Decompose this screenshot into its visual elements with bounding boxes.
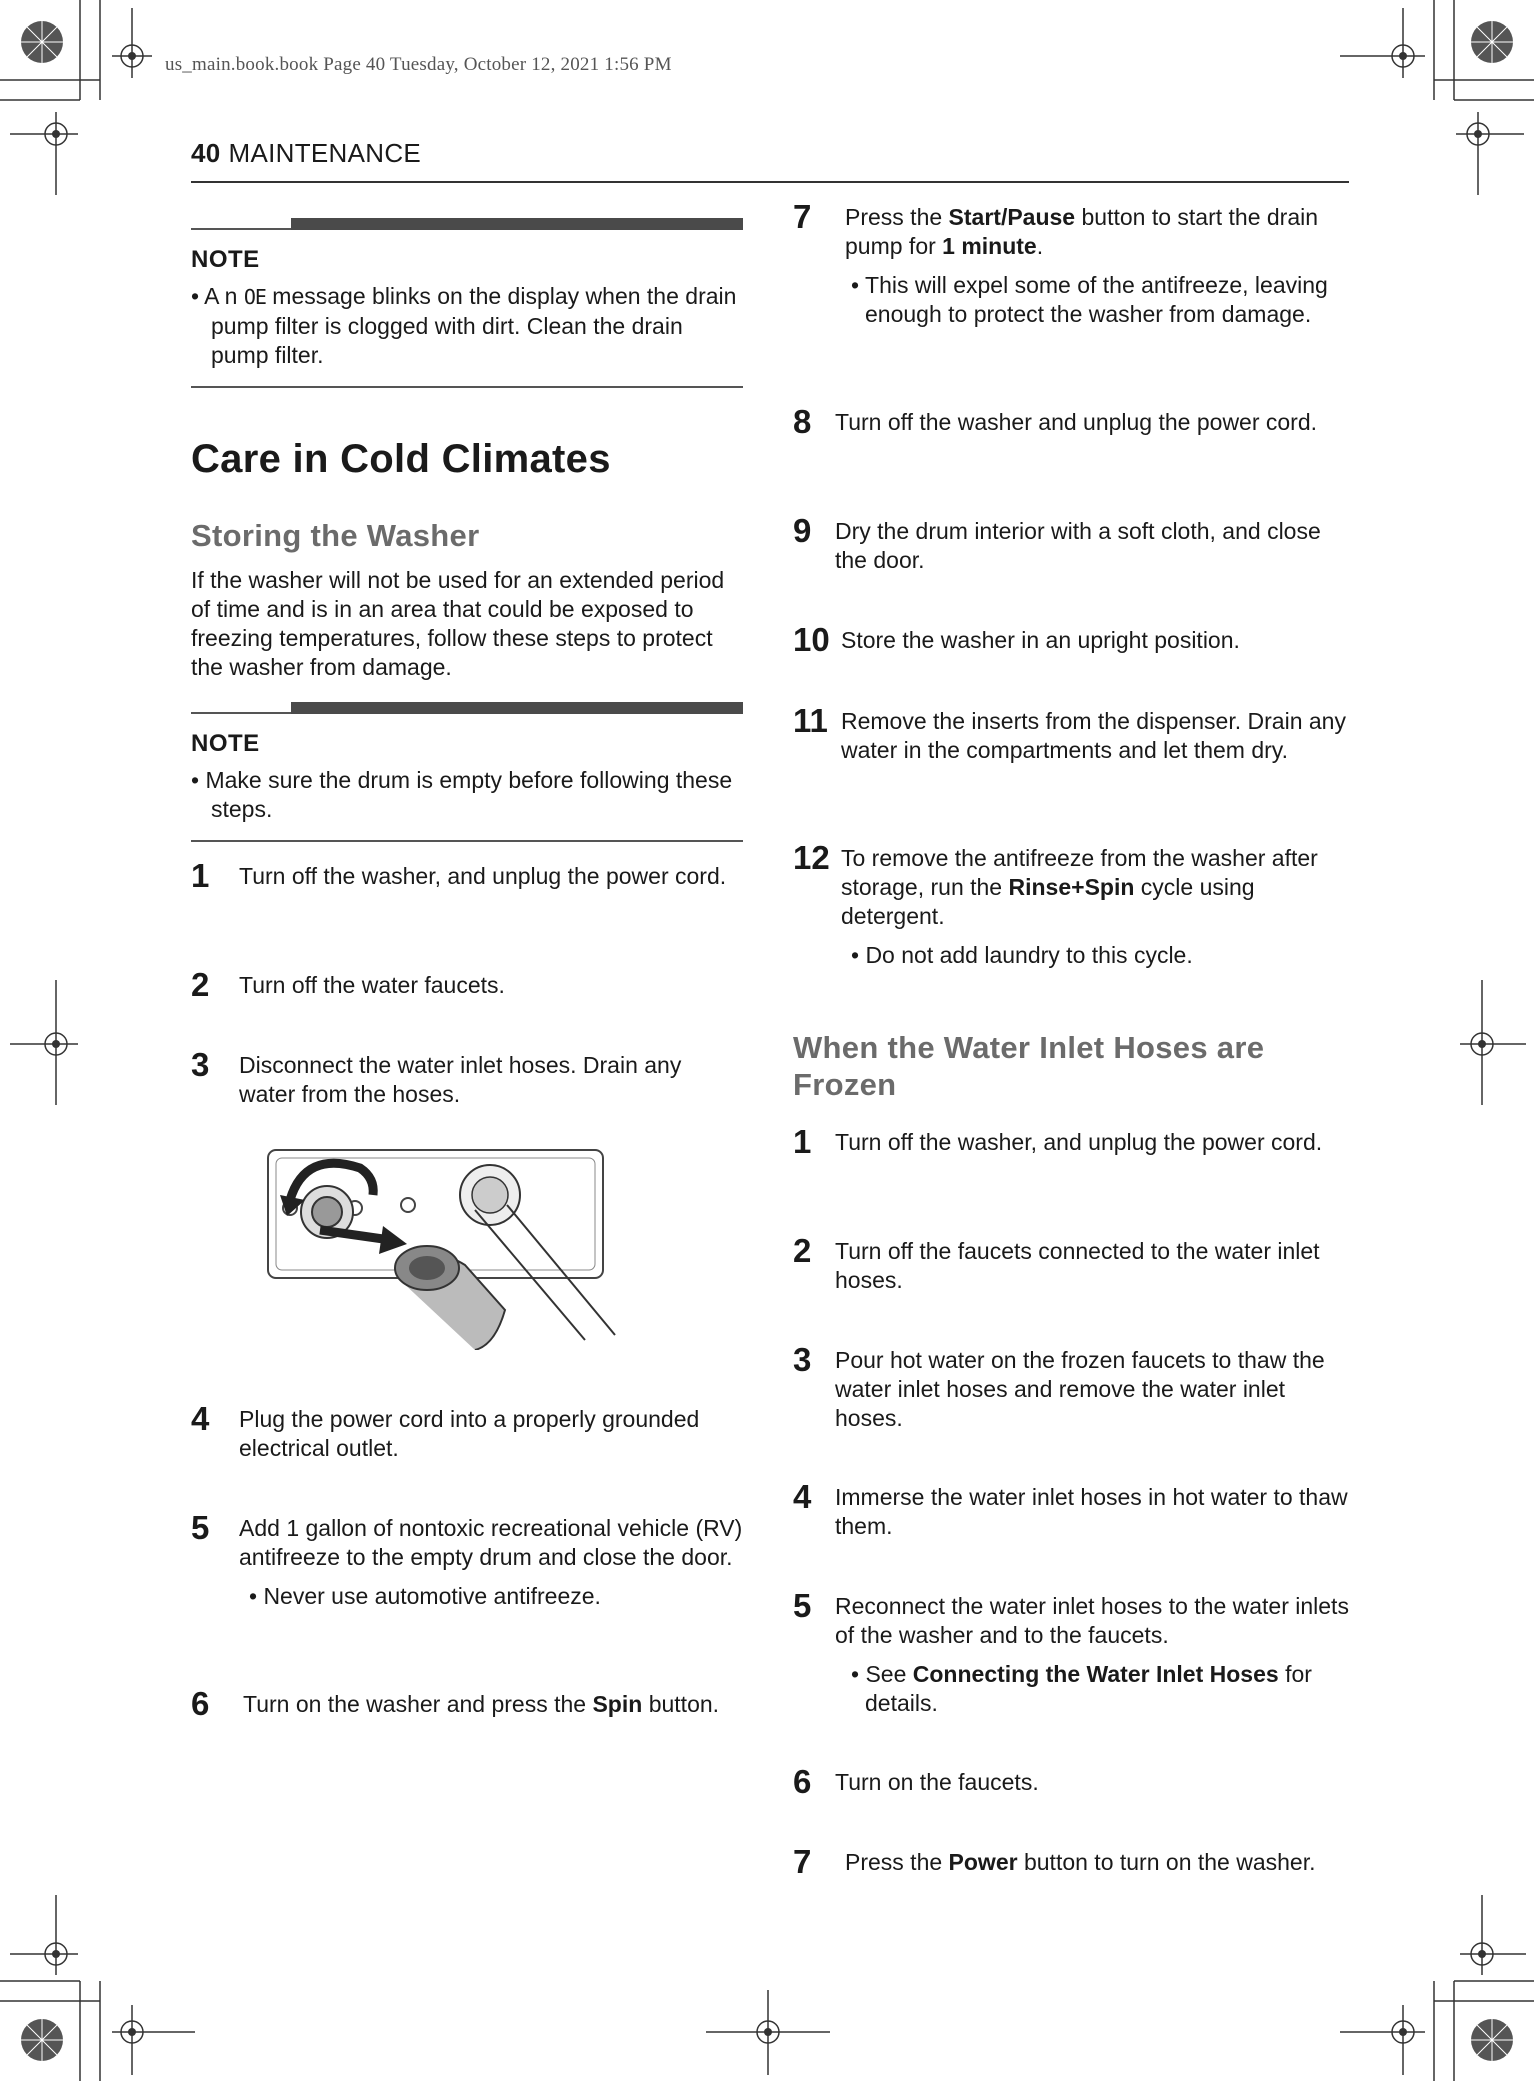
note-box bbox=[191, 702, 743, 842]
step-item bbox=[793, 1232, 1349, 1295]
header-rule bbox=[191, 181, 1349, 183]
power-button-label: Power bbox=[948, 1849, 1018, 1875]
step-text: Remove the inserts from the dispenser. Drain any water in the compartments and let them dry. bbox=[841, 708, 1346, 763]
step-item bbox=[793, 1123, 1349, 1160]
step-text: Pour hot water on the frozen faucets to thaw the water inlet hoses and remove the water inlet hoses. bbox=[835, 1347, 1325, 1431]
note-title: NOTE bbox=[191, 730, 260, 757]
step-text: Add 1 gallon of nontoxic recreational vehicle (RV) antifreeze to the empty drum and close the door. bbox=[239, 1515, 743, 1570]
step-item bbox=[191, 857, 743, 894]
step-text: Disconnect the water inlet hoses. Drain any water from the hoses. bbox=[239, 1052, 682, 1107]
rinse-spin-button-label: Rinse+Spin bbox=[1008, 874, 1135, 900]
step-item bbox=[793, 839, 1349, 970]
note-top-rule bbox=[191, 702, 743, 716]
step-number: 4 bbox=[793, 1478, 812, 1515]
step-item bbox=[191, 1046, 743, 1109]
step-number: 11 bbox=[793, 702, 828, 739]
page-number: 40 bbox=[191, 138, 221, 168]
note-text: • A n OE message blinks on the display when the drain pump filter is clogged with dirt. Clean the drain pump filter. bbox=[191, 283, 737, 368]
step-number: 2 bbox=[191, 966, 210, 1003]
step-item bbox=[191, 1509, 743, 1611]
step-number: 8 bbox=[793, 403, 812, 440]
step-text: Dry the drum interior with a soft cloth, and close the door. bbox=[835, 518, 1321, 573]
step-text: Store the washer in an upright position. bbox=[841, 627, 1240, 653]
note-bottom-rule bbox=[191, 840, 743, 842]
step-text: Press the Start/Pause button to start the drain pump for 1 minute. bbox=[845, 204, 1319, 259]
step-text: Turn off the water faucets. bbox=[239, 972, 505, 998]
step-bullet: • This will expel some of the antifreeze, leaving enough to protect the washer from damage. bbox=[851, 272, 1328, 327]
step-text: Turn on the washer and press the Spin button. bbox=[243, 1691, 720, 1717]
note-title: NOTE bbox=[191, 246, 260, 273]
step-text: Plug the power cord into a properly grounded electrical outlet. bbox=[239, 1406, 700, 1461]
start-pause-button-label: Start/Pause bbox=[948, 204, 1076, 230]
step-item bbox=[793, 403, 1349, 440]
step-number: 10 bbox=[793, 621, 830, 658]
step-item bbox=[191, 1400, 743, 1463]
step-item bbox=[793, 1587, 1349, 1718]
step-number: 12 bbox=[793, 839, 830, 876]
note-text: • Make sure the drum is empty before following these steps. bbox=[191, 767, 733, 822]
step-text: Immerse the water inlet hoses in hot water to thaw them. bbox=[835, 1484, 1348, 1539]
note-bottom-rule bbox=[191, 386, 743, 388]
step-bullet: • See Connecting the Water Inlet Hoses for details. bbox=[851, 1661, 1312, 1716]
subsection-heading: Storing the Washer bbox=[191, 518, 480, 553]
step-item bbox=[793, 512, 1349, 575]
step-number: 7 bbox=[793, 198, 812, 235]
step-number: 6 bbox=[793, 1763, 812, 1800]
step-number: 5 bbox=[191, 1509, 210, 1546]
step-item bbox=[191, 966, 743, 1003]
step-text: Turn on the faucets. bbox=[835, 1769, 1039, 1795]
step-item bbox=[793, 621, 1349, 658]
step-text: Turn off the washer, and unplug the power cord. bbox=[239, 863, 727, 889]
note-top-rule bbox=[191, 218, 743, 232]
note-box bbox=[191, 218, 743, 388]
step-text: Press the Power button to turn on the washer. bbox=[845, 1849, 1316, 1875]
step-text: Turn off the washer and unplug the power cord. bbox=[835, 409, 1318, 435]
hose-disconnect-illustration bbox=[265, 1140, 675, 1350]
oe-error-code: OE bbox=[243, 285, 266, 309]
step-item bbox=[793, 702, 1349, 765]
section-heading: Care in Cold Climates bbox=[191, 437, 611, 481]
step-number: 3 bbox=[191, 1046, 210, 1083]
step-text: Turn off the faucets connected to the water inlet hoses. bbox=[835, 1238, 1320, 1293]
step-item bbox=[793, 1843, 1349, 1880]
step-number: 6 bbox=[191, 1685, 210, 1722]
step-bullet: • Do not add laundry to this cycle. bbox=[851, 942, 1193, 968]
step-number: 5 bbox=[793, 1587, 812, 1624]
intro-paragraph: If the washer will not be used for an extended period of time and is in an area that could be exposed to freezing temperatures, follow these steps to protect the washer from damage. bbox=[191, 567, 725, 680]
subsection-heading: When the Water Inlet Hoses are Frozen bbox=[793, 1030, 1265, 1102]
step-item bbox=[793, 198, 1349, 329]
page-header bbox=[191, 138, 421, 169]
step-text: Turn off the washer, and unplug the power cord. bbox=[835, 1129, 1323, 1155]
step-number: 3 bbox=[793, 1341, 812, 1378]
spin-button-label: Spin bbox=[592, 1691, 643, 1717]
step-number: 1 bbox=[191, 857, 210, 894]
step-text: To remove the antifreeze from the washer after storage, run the Rinse+Spin cycle using detergent. bbox=[841, 845, 1318, 929]
cross-reference: Connecting the Water Inlet Hoses bbox=[912, 1661, 1279, 1687]
step-number: 1 bbox=[793, 1123, 812, 1160]
section-title: MAINTENANCE bbox=[228, 138, 422, 168]
step-item bbox=[793, 1341, 1349, 1433]
step-number: 9 bbox=[793, 512, 812, 549]
step-number: 7 bbox=[793, 1843, 812, 1880]
print-header: us_main.book.book Page 40 Tuesday, October 12, 2021 1:56 PM bbox=[165, 54, 672, 75]
step-text: Reconnect the water inlet hoses to the water inlets of the washer and to the faucets. bbox=[835, 1593, 1349, 1648]
step-bullet: • Never use automotive antifreeze. bbox=[249, 1583, 601, 1609]
step-number: 4 bbox=[191, 1400, 210, 1437]
step-item bbox=[793, 1478, 1349, 1541]
step-item bbox=[793, 1763, 1349, 1800]
step-item bbox=[191, 1685, 743, 1722]
step-number: 2 bbox=[793, 1232, 812, 1269]
